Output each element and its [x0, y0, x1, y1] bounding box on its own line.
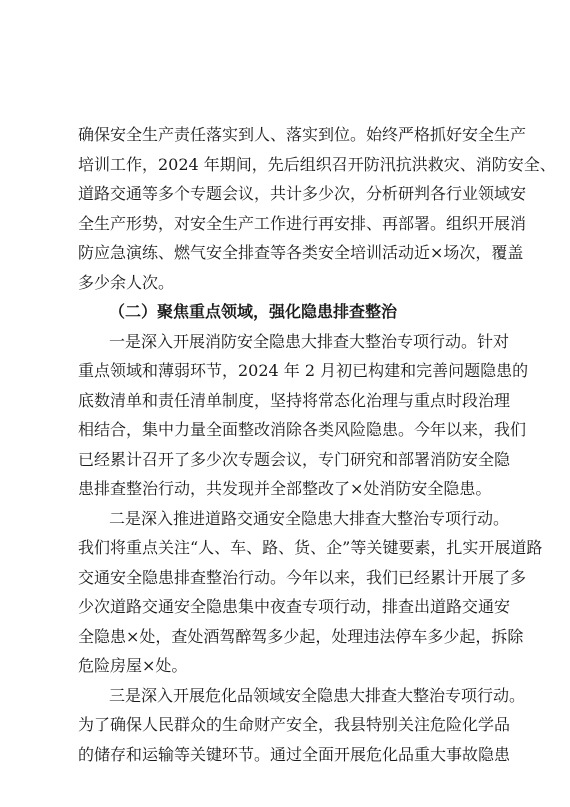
text-line: 一是深入开展消防安全隐患大排查大整治专项行动。针对 — [109, 331, 510, 351]
text-line: 全隐患×处，查处酒驾醉驾多少起，处理违法停车多少起，拆除 — [78, 626, 524, 646]
text-line: 确保安全生产责任落实到人、落实到位。始终严格抓好安全生产 — [78, 125, 527, 144]
text-line: 重点领域和薄弱环节，2024 年 2 月初已构建和完善问题隐患的 — [78, 361, 529, 380]
text-line: 相结合，集中力量全面整改消除各类风险隐患。今年以来，我们 — [78, 420, 527, 439]
text-line: 二是深入推进道路交通安全隐患大排查大整治专项行动。 — [109, 508, 510, 528]
text-line: 为了确保人民群众的生命财产安全，我县特别关注危险化学品 — [78, 715, 511, 734]
text-line: 我们将重点关注“人、车、路、货、企”等关键要素，扎实开展道路 — [78, 538, 543, 557]
text-line: 少次道路交通安全隐患集中夜查专项行动，排查出道路交通安 — [78, 597, 511, 616]
text-line: 患排查整治行动，共发现并全部整改了×处消防安全隐患。 — [78, 479, 492, 498]
paragraph-hazardous-chemicals — [78, 681, 526, 770]
text-line: 交通安全隐患排查整治行动。今年以来，我们已经累计开展了多 — [78, 567, 527, 587]
paragraph-fire-safety — [78, 327, 529, 504]
text-line: 危险房屋×处。 — [78, 656, 188, 675]
text-line: 已经累计召开了多少次专题会议，专门研究和部署消防安全隐 — [78, 449, 511, 469]
text-line: 底数清单和责任清单制度，坚持将常态化治理与重点时段治理 — [78, 390, 511, 410]
document-body — [78, 120, 556, 769]
text-line: 的储存和运输等关键环节。通过全面开展危化品重大事故隐患 — [78, 744, 511, 764]
section-heading: （二）聚焦重点领域，强化隐患排查整治 — [109, 302, 398, 321]
text-line: 培训工作，2024 年期间，先后组织召开防汛抗洪救灾、消防安全、 — [78, 154, 556, 174]
text-line: 道路交通等多个专题会议，共计多少次，分析研判各行业领域安 — [78, 184, 527, 203]
paragraph-safety-training — [78, 120, 556, 297]
text-line: 全生产形势，对安全生产工作进行再安排、再部署。组织开展消 — [78, 213, 527, 233]
text-line: 三是深入开展危化品领域安全隐患大排查大整治专项行动。 — [109, 685, 526, 705]
text-line: 多少余人次。 — [78, 272, 175, 292]
paragraph-road-traffic — [78, 504, 543, 681]
text-line: 防应急演练、燃气安全排查等各类安全培训活动近×场次，覆盖 — [78, 243, 524, 262]
